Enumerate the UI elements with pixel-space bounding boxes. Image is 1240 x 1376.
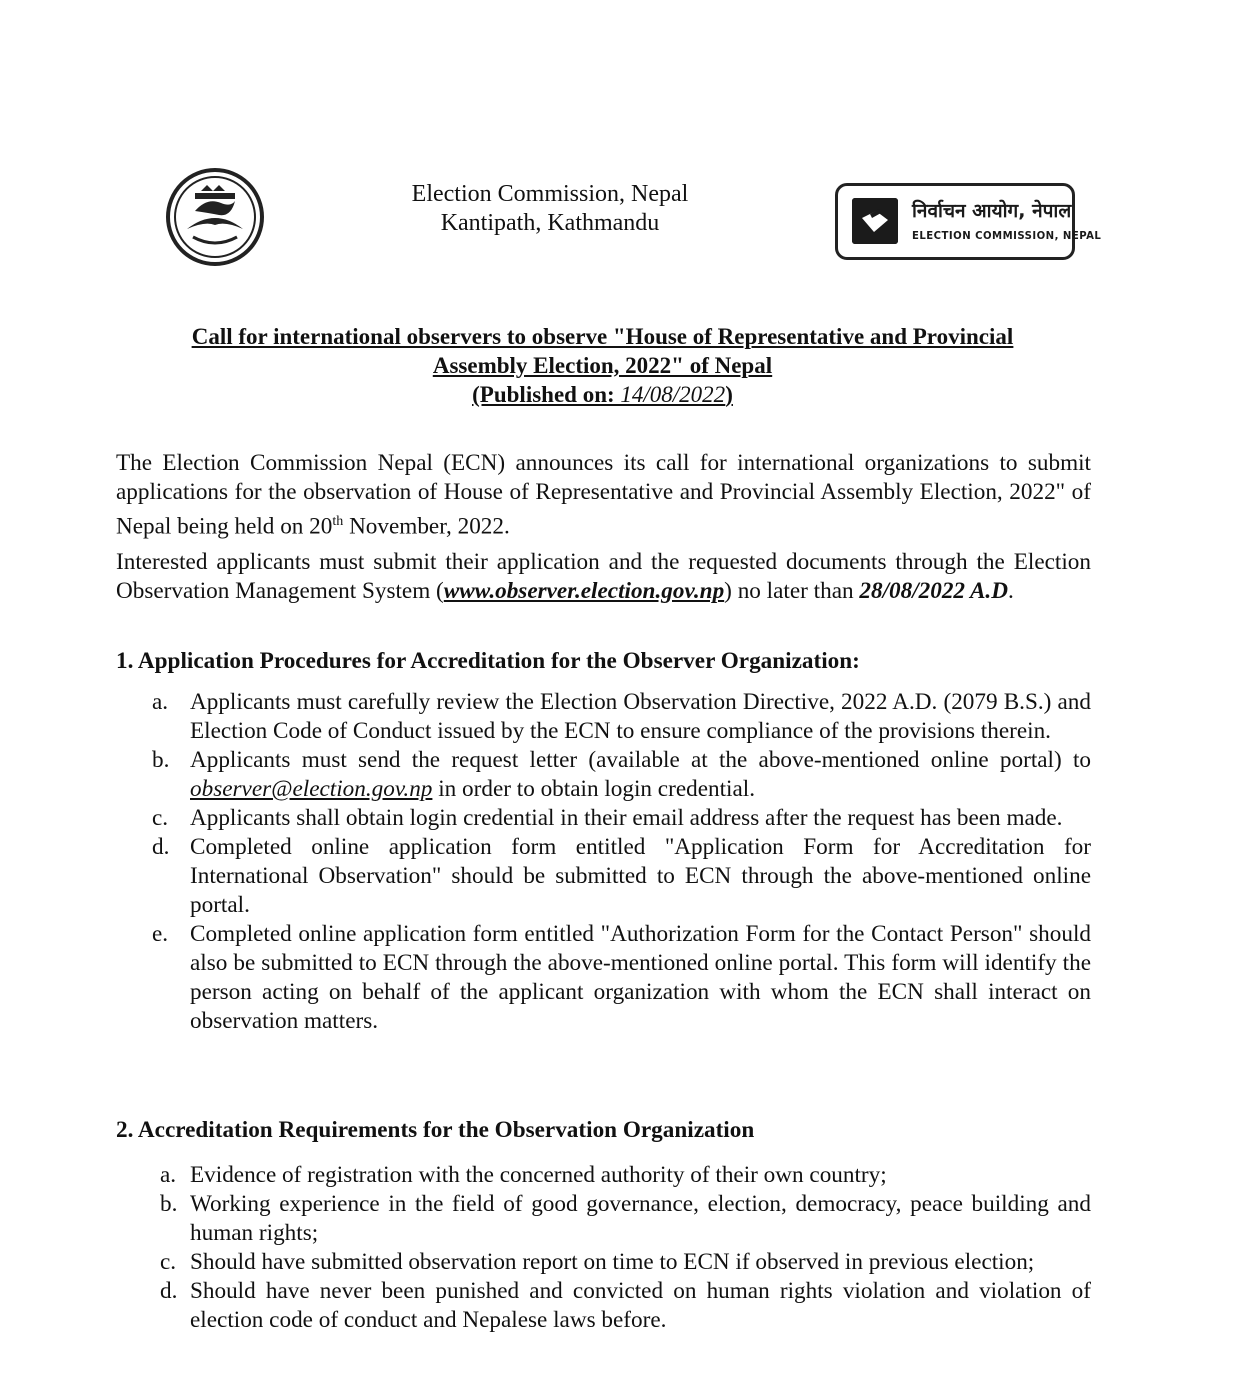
organization-address	[350, 180, 750, 238]
organization-name: Election Commission, Nepal	[411, 181, 689, 207]
deadline-date: 28/08/2022 A.D	[859, 578, 1008, 604]
observer-portal-link[interactable]: www.observer.election.gov.np	[443, 578, 725, 604]
ecn-logo	[835, 183, 1102, 260]
ballot-box-icon	[852, 198, 898, 244]
list-item: e. Completed online application form entitled "Authorization Form for the Contact Person" should also be submitted to ECN through the above-mentioned online portal. This form will identify the person acting on behalf of the applicant organization with whom the ECN shall interact on observation matters.	[152, 921, 1091, 1034]
list-item: a. Applicants must carefully review the Election Observation Directive, 2022 A.D. (2079 B.S.) and Election Code of Conduct issued by the ECN to ensure compliance of the provisions therein.	[152, 689, 1091, 744]
list-item: a. Evidence of registration with the concerned authority of their own country;	[160, 1162, 887, 1188]
intro-paragraph-2: Interested applicants must submit their application and the requested documents through the Election Observation Management System (www.observer.election.gov.np) no later than 28/08/2022 A.D.	[116, 549, 1091, 604]
list-item: c. Applicants shall obtain login credential in their email address after the request has been made.	[152, 805, 1063, 831]
observer-email-link[interactable]: observer@election.gov.np	[190, 776, 433, 802]
organization-location: Kantipath, Kathmandu	[440, 210, 660, 236]
section-1-heading: 1. Application Procedures for Accreditation for the Observer Organization:	[116, 648, 860, 674]
intro-paragraph-1: The Election Commission Nepal (ECN) announces its call for international organizations to submit applications for the observation of House of Representative and Provincial Assembly Election, 2022" of Nepal being held on 20th November, 2022.	[116, 450, 1091, 540]
logo-nepali-text: निर्वाचन आयोग, नेपाल	[912, 200, 1072, 222]
list-item: b. Applicants must send the request letter (available at the above-mentioned online portal) to observer@election.gov.np in order to obtain login credential.	[152, 747, 1091, 802]
list-item: d. Completed online application form entitled "Application Form for Accreditation for International Observation" should be submitted to ECN through the above-mentioned online portal.	[152, 834, 1091, 918]
list-item: d. Should have never been punished and convicted on human rights violation and violation of election code of conduct and Nepalese laws before.	[160, 1278, 1091, 1333]
published-date-line: (Published on: 14/08/2022)	[472, 382, 733, 407]
title-line-2: Assembly Election, 2022" of Nepal	[432, 353, 773, 378]
list-item: c. Should have submitted observation report on time to ECN if observed in previous election;	[160, 1249, 1035, 1275]
title-line-1: Call for international observers to observe "House of Representative and Provincial	[191, 324, 1014, 349]
nepal-emblem-seal	[165, 167, 265, 267]
logo-english-text: ELECTION COMMISSION, NEPAL	[912, 229, 1102, 242]
document-title	[110, 322, 1095, 409]
section-2-list	[116, 1161, 1091, 1335]
section-1-list	[116, 688, 1091, 1036]
published-date: 14/08/2022	[620, 382, 726, 407]
section-2-heading: 2. Accreditation Requirements for the Observation Organization	[116, 1117, 755, 1143]
list-item: b. Working experience in the field of good governance, election, democracy, peace building and human rights;	[160, 1191, 1091, 1246]
